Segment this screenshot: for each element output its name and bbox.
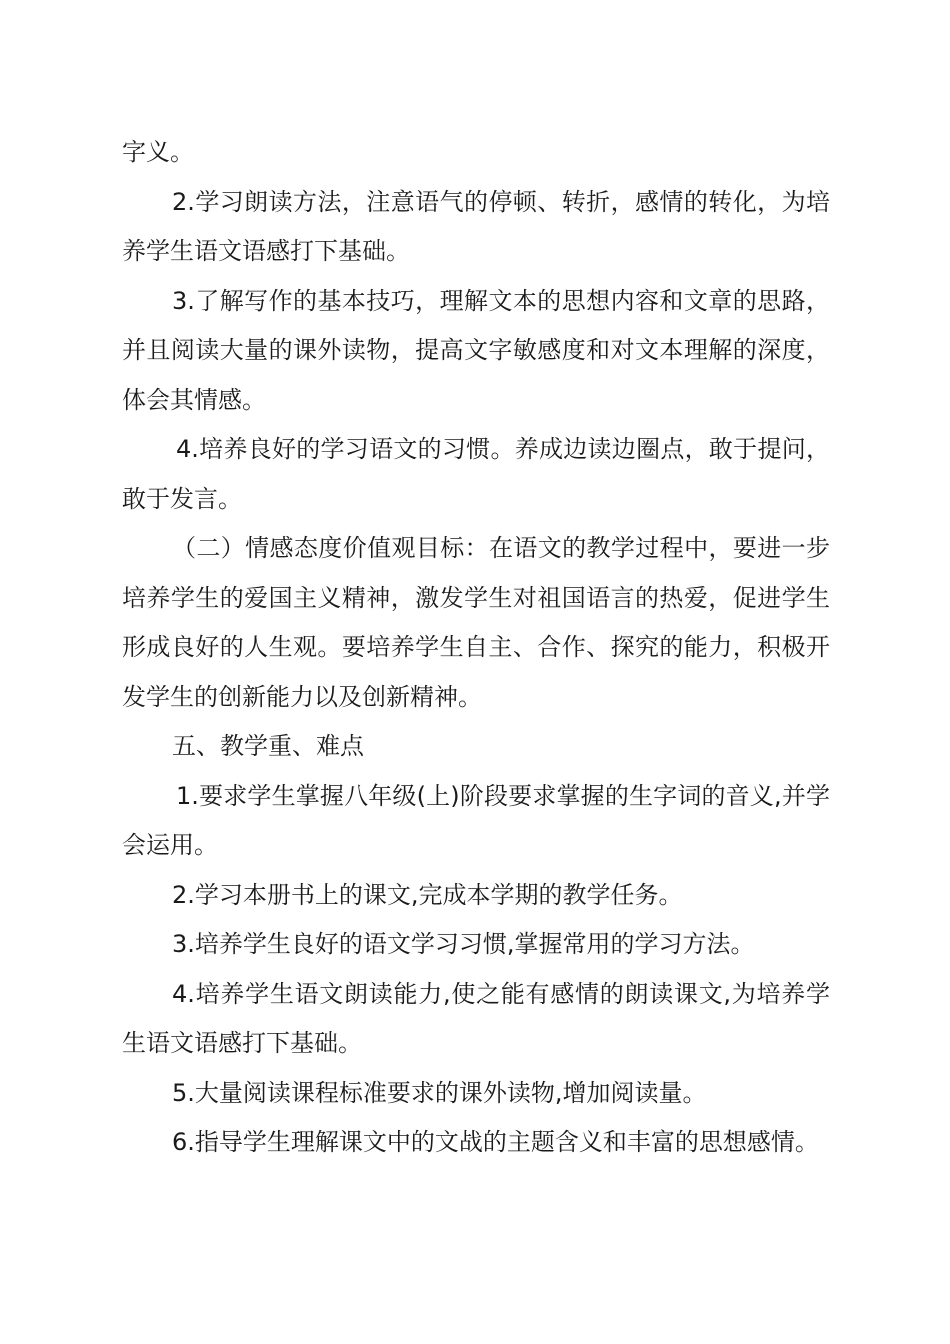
paragraph-key-point-1: 1.要求学生掌握八年级(上)阶段要求掌握的生字词的音义,并学会运用。 xyxy=(122,781,830,859)
paragraph-key-point-2: 2.学习本册书上的课文,完成本学期的教学任务。 xyxy=(172,880,683,909)
paragraph-objective-3: 3.了解写作的基本技巧，理解文本的思想内容和文章的思路，并且阅读大量的课外读物，提高文字敏感度和对文本理解的深度，体会其情感。 xyxy=(122,286,830,414)
document-body xyxy=(122,128,830,1168)
paragraph-key-point-5: 5.大量阅读课程标准要求的课外读物,增加阅读量。 xyxy=(172,1078,707,1107)
paragraph-key-point-4: 4.培养学生语文朗读能力,使之能有感情的朗读课文,为培养学生语文语感打下基础。 xyxy=(122,979,830,1057)
paragraph-objective-2: 2.学习朗读方法，注意语气的停顿、转折，感情的转化，为培养学生语文语感打下基础。 xyxy=(122,187,830,265)
paragraph-continuation: 字义。 xyxy=(122,138,194,166)
paragraph-key-point-3: 3.培养学生良好的语文学习习惯,掌握常用的学习方法。 xyxy=(172,930,755,958)
section-heading: 五、教学重、难点 xyxy=(172,732,364,760)
paragraph-key-point-6: 6.指导学生理解课文中的文战的主题含义和丰富的思想感情。 xyxy=(172,1128,819,1156)
paragraph-objective-4: 4.培养良好的学习语文的习惯。养成边读边圈点，敢于提问，敢于发言。 xyxy=(122,435,830,513)
paragraph-emotional-goals: （二）情感态度价值观目标：在语文的教学过程中，要进一步培养学生的爱国主义精神，激发学生对祖国语言的热爱，促进学生形成良好的人生观。要培养学生自主、合作、探究的能力，积极开发学生的创新能力以及创新精神。 xyxy=(122,534,830,711)
